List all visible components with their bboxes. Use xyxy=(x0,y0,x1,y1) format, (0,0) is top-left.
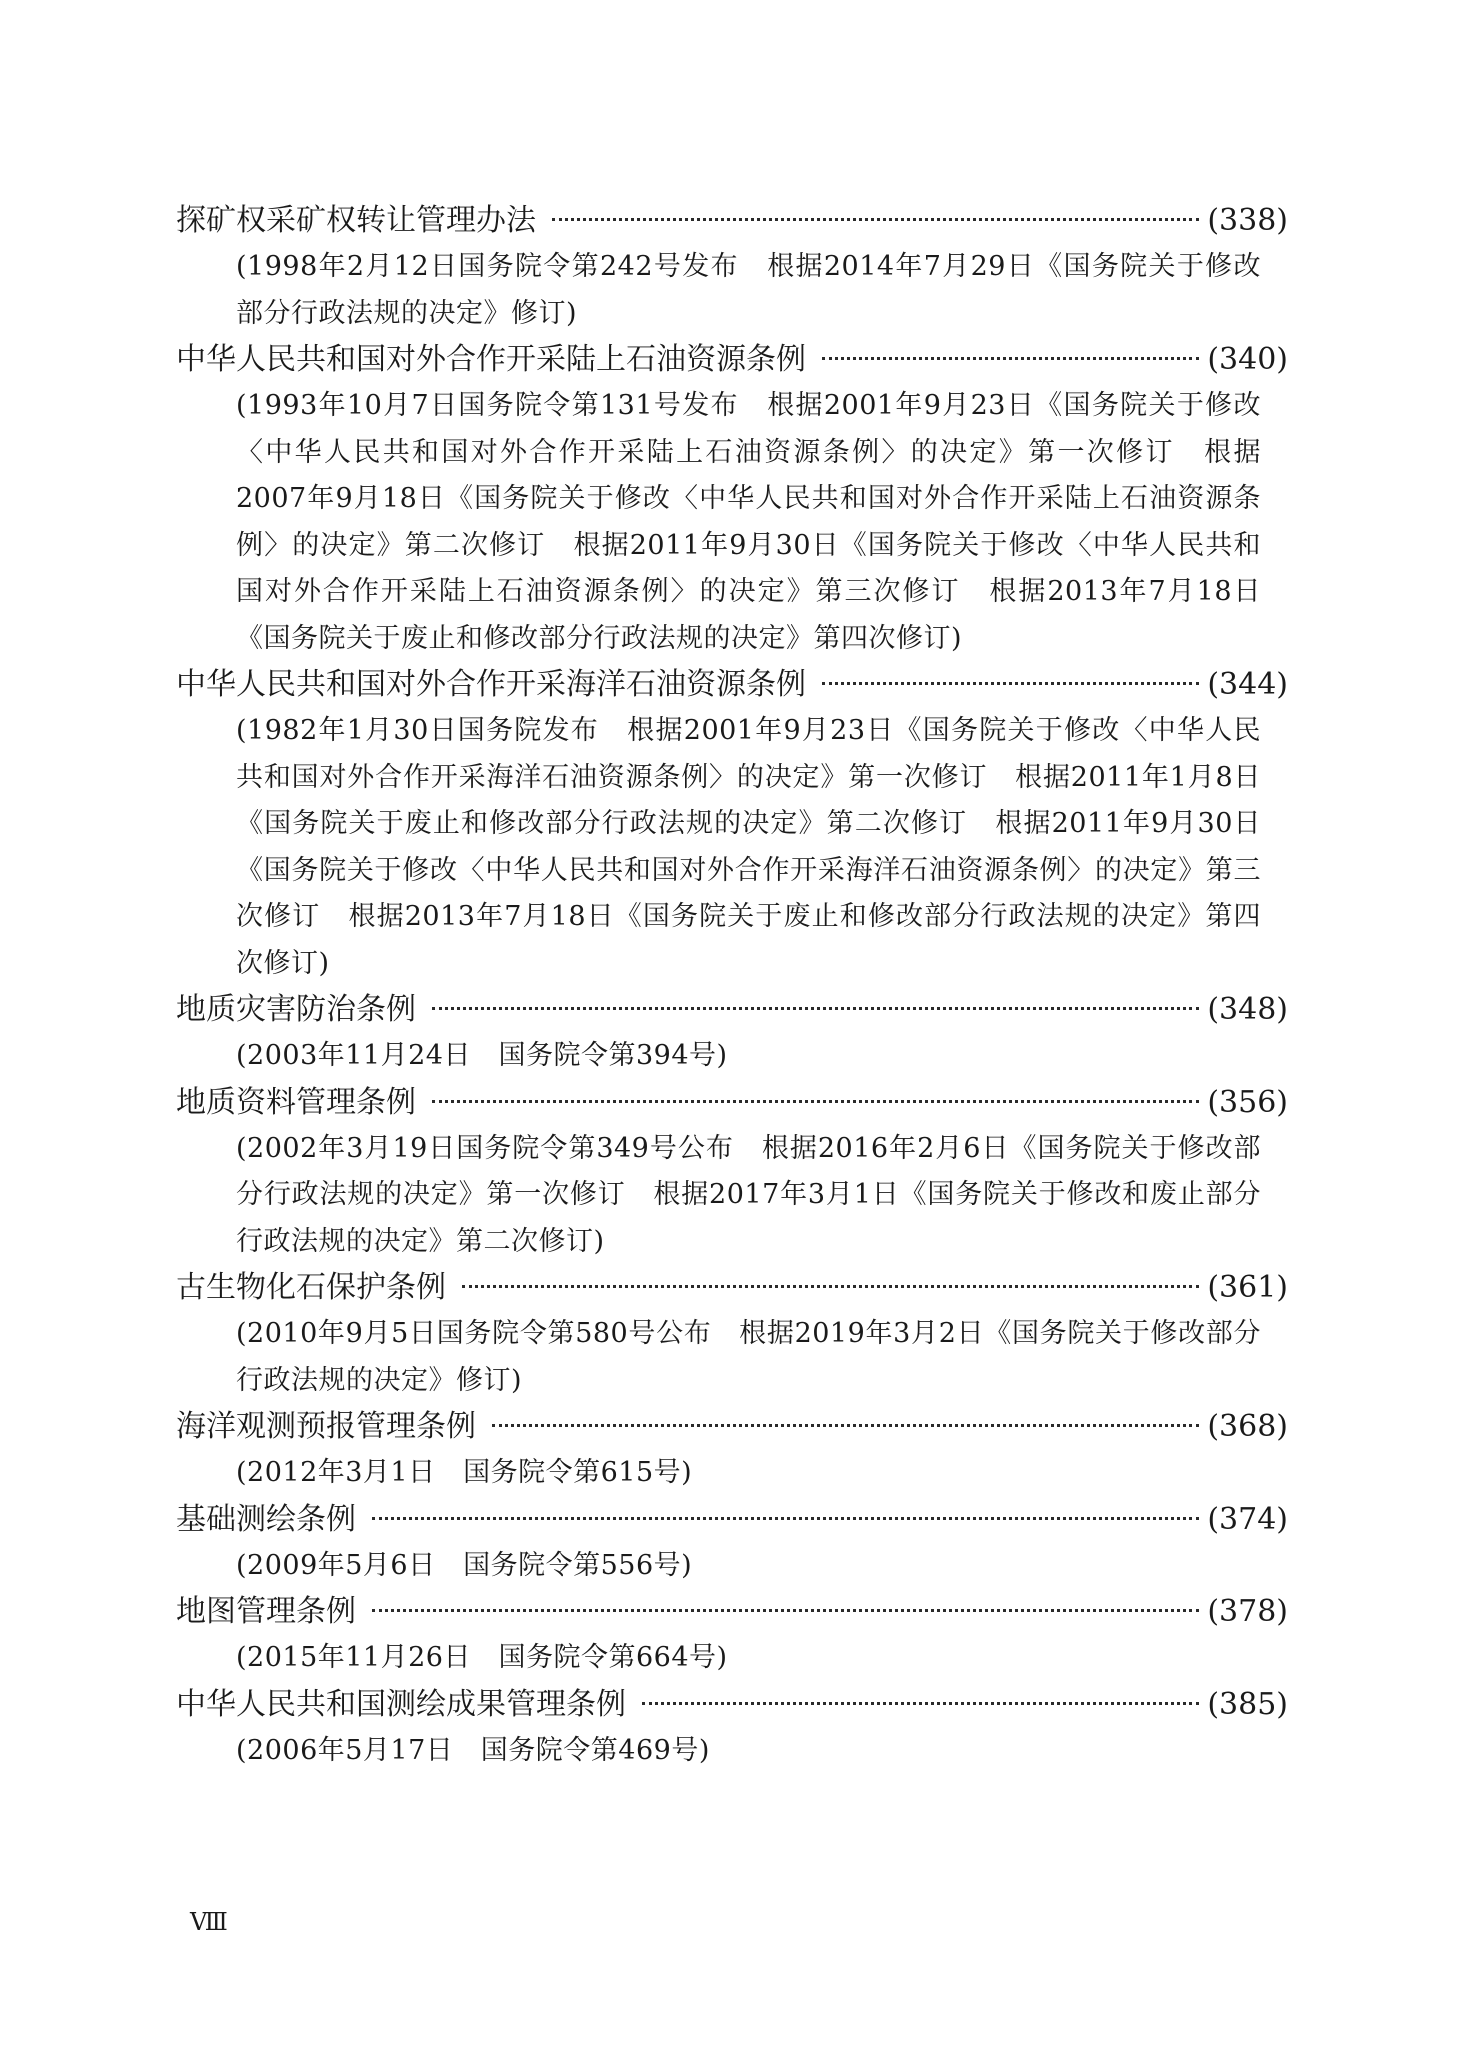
toc-title[interactable]: 地图管理条例 xyxy=(176,1594,356,1629)
toc-entry xyxy=(176,662,1288,987)
toc-note: (2010年9月5日国务院令第580号公布 根据2019年3月2日《国务院关于修改部分行政法规的决定》修订) xyxy=(236,1318,1261,1396)
toc-title[interactable]: 古生物化石保护条例 xyxy=(176,1270,446,1305)
toc-title-row[interactable] xyxy=(176,1589,1288,1635)
toc-note: (1993年10月7日国务院令第131号发布 根据2001年9月23日《国务院关于修改〈中华人民共和国对外合作开采陆上石油资源条例〉的决定》第一次修订 根据2007年9月18日《国务院关于修改〈中华人民共和国对外合作开采陆上石油资源条例〉的决定》第二次修订 根据2011年9月30日《国务院关于修改〈中华人民共和国对外合作开采陆上石油资源条例〉的决定》第三次修订 根据2013年7月18日《国务院关于废止和修改部分行政法规的决定》第四次修订) xyxy=(236,390,1261,654)
toc-page-number: (374) xyxy=(1207,1501,1288,1537)
toc-title[interactable]: 中华人民共和国对外合作开采陆上石油资源条例 xyxy=(176,342,806,377)
dot-leader xyxy=(642,1702,1199,1705)
dot-leader xyxy=(462,1285,1199,1288)
toc-title-row[interactable] xyxy=(176,198,1288,244)
page-folio: Ⅷ xyxy=(190,1908,226,1936)
toc-entry xyxy=(176,1265,1288,1404)
toc-note: (2009年5月6日 国务院令第556号) xyxy=(236,1549,693,1581)
toc-note: (2006年5月17日 国务院令第469号) xyxy=(236,1734,710,1766)
toc-title-row[interactable] xyxy=(176,1682,1288,1728)
toc-title[interactable]: 中华人民共和国测绘成果管理条例 xyxy=(176,1686,626,1722)
toc-entry xyxy=(176,987,1288,1080)
toc-title[interactable]: 探矿权采矿权转让管理办法 xyxy=(176,203,536,238)
toc-note: (2003年11月24日 国务院令第394号) xyxy=(236,1040,728,1071)
dot-leader xyxy=(822,682,1199,685)
toc-title[interactable]: 基础测绘条例 xyxy=(176,1501,356,1537)
toc-note: (1998年2月12日国务院令第242号发布 根据2014年7月29日《国务院关于修改部分行政法规的决定》修订) xyxy=(236,251,1261,329)
toc-title[interactable]: 中华人民共和国对外合作开采海洋石油资源条例 xyxy=(176,667,806,702)
toc-page-number: (361) xyxy=(1207,1270,1288,1305)
toc-note: (2012年3月1日 国务院令第615号) xyxy=(236,1457,693,1488)
dot-leader xyxy=(822,357,1199,360)
toc-entry xyxy=(176,198,1288,337)
toc-note: (2002年3月19日国务院令第349号公布 根据2016年2月6日《国务院关于修改部分行政法规的决定》第一次修订 根据2017年3月1日《国务院关于修改和废止部分行政法规的决定》第二次修订) xyxy=(236,1132,1261,1257)
toc-title-row[interactable] xyxy=(176,1497,1288,1543)
toc-page-number: (368) xyxy=(1207,1409,1288,1444)
dot-leader xyxy=(432,1007,1199,1010)
table-of-contents xyxy=(176,198,1288,1774)
toc-title-row[interactable] xyxy=(176,337,1288,383)
toc-entry xyxy=(176,337,1288,662)
toc-entry xyxy=(176,1497,1288,1590)
toc-title[interactable]: 地质资料管理条例 xyxy=(176,1084,416,1120)
toc-title-row[interactable] xyxy=(176,1404,1288,1450)
toc-note: (2015年11月26日 国务院令第664号) xyxy=(236,1642,728,1673)
dot-leader xyxy=(492,1424,1199,1427)
dot-leader xyxy=(372,1609,1199,1612)
toc-page-number: (344) xyxy=(1207,667,1288,702)
toc-page-number: (356) xyxy=(1207,1084,1288,1120)
toc-page-number: (378) xyxy=(1207,1594,1288,1629)
toc-page-number: (348) xyxy=(1207,992,1288,1027)
toc-entry xyxy=(176,1682,1288,1775)
toc-entry xyxy=(176,1404,1288,1497)
toc-title-row[interactable] xyxy=(176,987,1288,1033)
toc-entry xyxy=(176,1080,1288,1266)
toc-page-number: (340) xyxy=(1207,342,1288,377)
dot-leader xyxy=(552,218,1199,221)
dot-leader xyxy=(432,1100,1199,1103)
toc-entry xyxy=(176,1589,1288,1682)
toc-title-row[interactable] xyxy=(176,1265,1288,1311)
toc-title-row[interactable] xyxy=(176,1080,1288,1126)
toc-note: (1982年1月30日国务院发布 根据2001年9月23日《国务院关于修改〈中华人民共和国对外合作开采海洋石油资源条例〉的决定》第一次修订 根据2011年1月8日《国务院关于废止和修改部分行政法规的决定》第二次修订 根据2011年9月30日《国务院关于修改〈中华人民共和国对外合作开采海洋石油资源条例〉的决定》第三次修订 根据2013年7月18日《国务院关于废止和修改部分行政法规的决定》第四次修订) xyxy=(236,715,1261,979)
dot-leader xyxy=(372,1517,1199,1520)
toc-title[interactable]: 地质灾害防治条例 xyxy=(176,992,416,1027)
toc-title-row[interactable] xyxy=(176,662,1288,708)
toc-page-number: (338) xyxy=(1207,203,1288,238)
toc-title[interactable]: 海洋观测预报管理条例 xyxy=(176,1409,476,1444)
toc-page-number: (385) xyxy=(1207,1686,1288,1722)
